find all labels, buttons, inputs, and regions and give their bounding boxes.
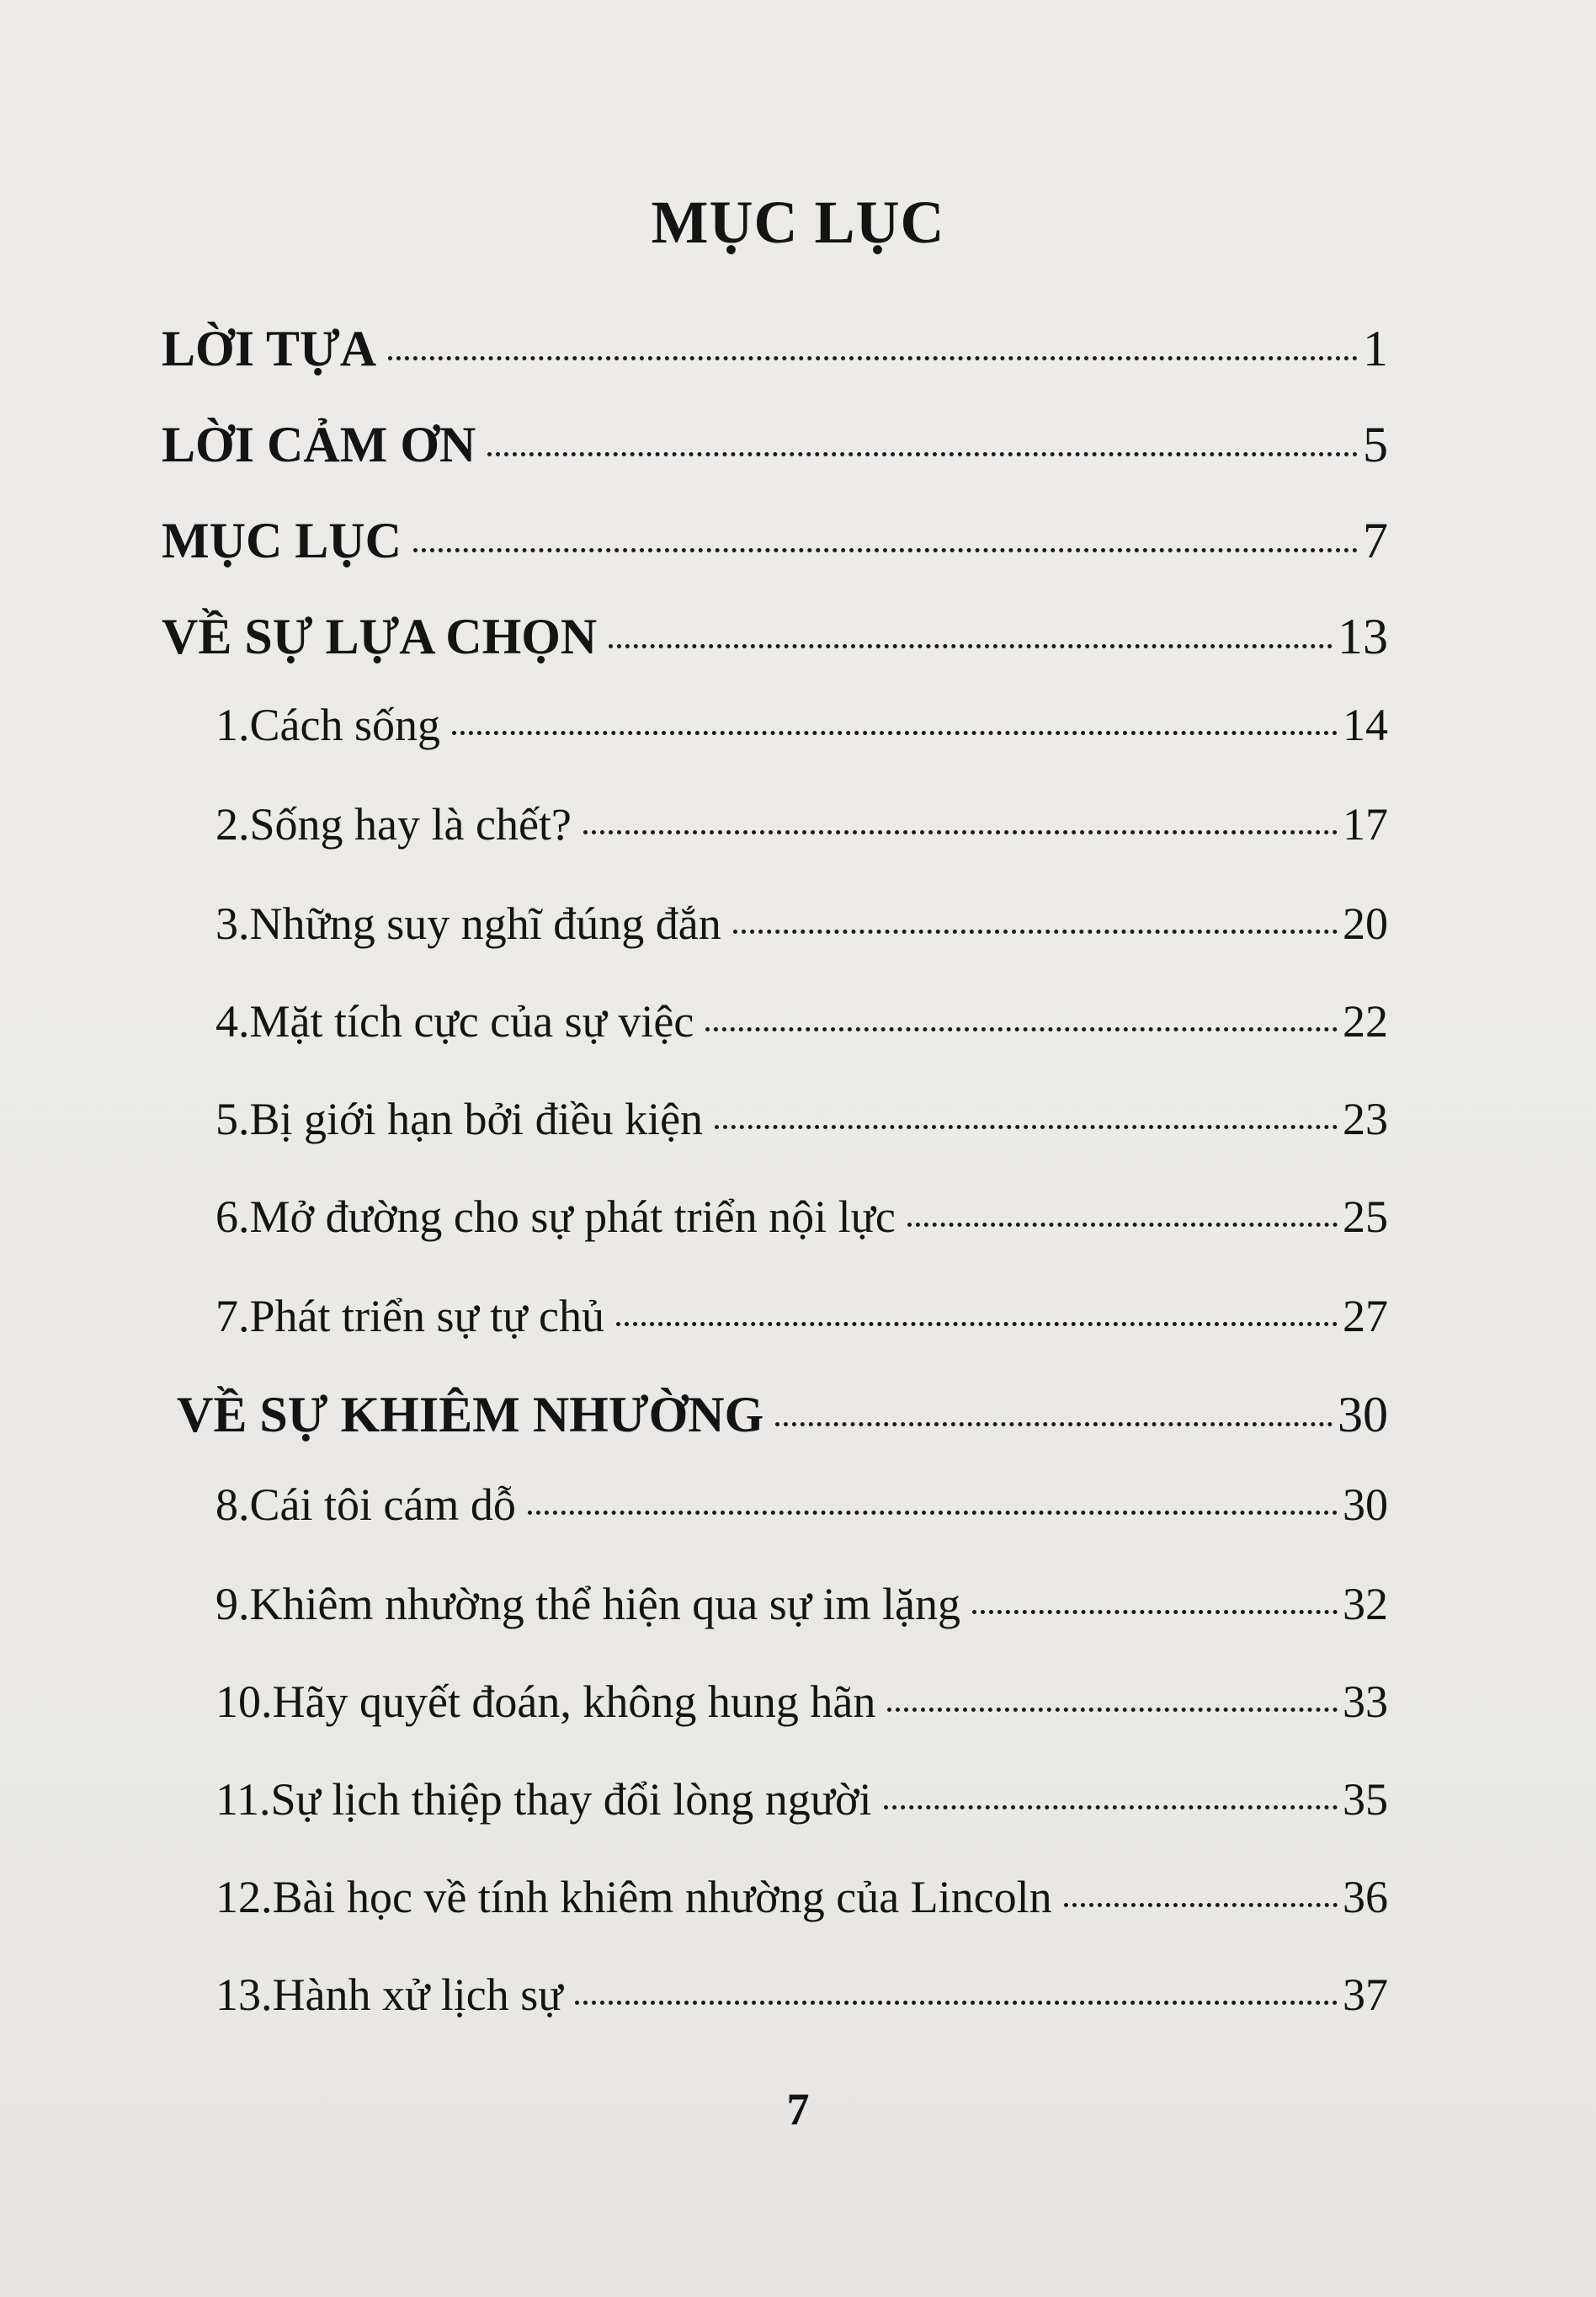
toc-entry-page: 37 <box>1343 1969 1388 2020</box>
dot-leader <box>884 1805 1338 1809</box>
toc-entry-page: 33 <box>1343 1676 1388 1727</box>
toc-entry-page: 5 <box>1363 417 1388 472</box>
dot-leader <box>609 644 1333 648</box>
toc-entry-label: VỀ SỰ KHIÊM NHƯỜNG <box>177 1387 764 1442</box>
toc-entry-label: 3.Những suy nghĩ đúng đắn <box>215 898 721 949</box>
toc-item-row <box>162 799 1388 850</box>
toc-heading-row <box>162 323 1388 374</box>
toc-entry-page: 36 <box>1343 1872 1388 1922</box>
toc-entry-label: 12.Bài học về tính khiêm nhường của Lincoln <box>215 1872 1052 1922</box>
dot-leader <box>487 452 1358 456</box>
toc-entry-page: 20 <box>1343 898 1388 949</box>
toc-entry-page: 30 <box>1338 1387 1388 1442</box>
toc-entry-label: 10.Hãy quyết đoán, không hung hãn <box>215 1676 876 1727</box>
dot-leader <box>413 548 1358 552</box>
toc-entry-page: 30 <box>1343 1479 1388 1530</box>
toc-heading-row <box>162 611 1388 662</box>
toc-item-row <box>162 702 1388 748</box>
toc-entry-label: LỜI TỰA <box>162 321 377 376</box>
toc-item-row <box>162 1293 1388 1339</box>
dot-leader <box>583 830 1338 834</box>
toc-entry-label: 7.Phát triển sự tự chủ <box>215 1291 604 1341</box>
toc-item-row <box>162 1874 1388 1920</box>
toc-item-row <box>162 996 1388 1047</box>
dot-leader <box>452 731 1338 735</box>
toc-item-row <box>162 1969 1388 2020</box>
dot-leader <box>972 1610 1338 1614</box>
toc-entry-label: 4.Mặt tích cực của sự việc <box>215 996 694 1047</box>
dot-leader <box>715 1125 1338 1129</box>
page-number: 7 <box>786 2084 810 2134</box>
toc-item-row <box>162 898 1388 949</box>
toc-heading-row <box>162 1389 1388 1440</box>
toc-entry-page: 32 <box>1343 1579 1388 1629</box>
dot-leader <box>616 1322 1338 1326</box>
toc-entry-label: 6.Mở đường cho sự phát triển nội lực <box>215 1191 896 1242</box>
toc-item-row <box>162 1676 1388 1727</box>
toc-entry-label: 13.Hành xử lịch sự <box>215 1969 563 2020</box>
toc-entry-label: LỜI CẢM ƠN <box>162 417 476 472</box>
toc-entry-page: 23 <box>1343 1094 1388 1144</box>
dot-leader <box>887 1708 1338 1712</box>
toc-entry-page: 7 <box>1363 513 1388 568</box>
toc-entry-page: 27 <box>1343 1291 1388 1341</box>
dot-leader <box>705 1027 1338 1031</box>
toc-entry-label: 8.Cái tôi cám dỗ <box>215 1479 516 1530</box>
toc-entry-label: 11.Sự lịch thiệp thay đổi lòng người <box>215 1774 872 1825</box>
toc-item-row <box>162 1191 1388 1242</box>
toc-entry-page: 35 <box>1343 1774 1388 1825</box>
dot-leader <box>907 1223 1338 1227</box>
toc-entry-label: 5.Bị giới hạn bởi điều kiện <box>215 1094 704 1144</box>
toc-entry-page: 17 <box>1343 799 1388 850</box>
toc-entry-page: 14 <box>1343 700 1388 750</box>
toc-entry-label: MỤC LỤC <box>162 513 402 568</box>
dot-leader <box>775 1422 1333 1426</box>
toc-entry-label: 9.Khiêm nhường thể hiện qua sự im lặng <box>215 1579 960 1629</box>
toc-entry-label: VỀ SỰ LỰA CHỌN <box>162 609 598 664</box>
toc-item-row <box>162 1774 1388 1825</box>
toc-entry-page: 13 <box>1338 609 1388 664</box>
dot-leader <box>733 930 1338 934</box>
dot-leader <box>575 2001 1338 2005</box>
dot-leader <box>1064 1903 1338 1907</box>
toc-item-row <box>162 1096 1388 1142</box>
toc-item-row <box>162 1581 1388 1627</box>
toc-entry-label: 1.Cách sống <box>215 700 440 750</box>
page-title: MỤC LỤC <box>651 189 945 256</box>
toc-entry-page: 1 <box>1363 321 1388 376</box>
toc-entry-label: 2.Sống hay là chết? <box>215 799 572 850</box>
toc-entry-page: 22 <box>1343 996 1388 1047</box>
dot-leader <box>528 1511 1338 1515</box>
toc-heading-row <box>162 419 1388 470</box>
toc-entry-page: 25 <box>1343 1191 1388 1242</box>
toc-item-row <box>162 1479 1388 1530</box>
toc-heading-row <box>162 515 1388 566</box>
dot-leader <box>388 356 1358 360</box>
